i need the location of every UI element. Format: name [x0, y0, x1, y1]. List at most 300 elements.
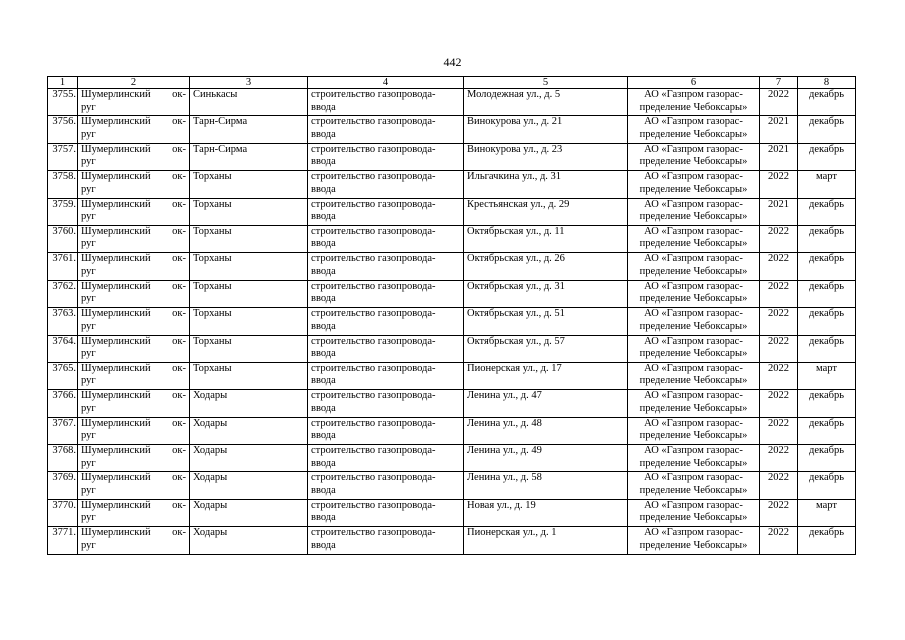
- settlement: Торханы: [193, 225, 232, 237]
- num: 3767.: [52, 417, 76, 429]
- okrug-w1: Шумерлинский: [81, 225, 151, 237]
- num: 3761.: [52, 253, 76, 265]
- num: 3756.: [52, 116, 76, 128]
- address-cell: [464, 280, 628, 307]
- year-cell: [760, 499, 798, 526]
- okrug-w1: Шумерлинский: [81, 143, 151, 155]
- work-l2: ввода: [311, 128, 336, 140]
- org-l2: пределение Чебоксары»: [639, 211, 748, 223]
- okrug-w2: ок-: [172, 499, 186, 511]
- work-l2: ввода: [311, 211, 336, 223]
- settlement-cell: [190, 225, 308, 252]
- org-l2: пределение Чебоксары»: [639, 539, 748, 551]
- organization-cell: [628, 89, 760, 116]
- row-number: [48, 362, 78, 389]
- year: 2022: [768, 417, 789, 429]
- okrug-l2: руг: [81, 293, 96, 305]
- num: 3766.: [52, 390, 76, 402]
- settlement: Торханы: [193, 171, 232, 183]
- organization-cell: [628, 472, 760, 499]
- okrug-w2: ок-: [172, 362, 186, 374]
- work-l1: строительство газопровода-: [311, 499, 436, 511]
- okrug-w2: ок-: [172, 253, 186, 265]
- settlement-cell: [190, 390, 308, 417]
- month: декабрь: [809, 335, 844, 347]
- month-cell: [798, 89, 856, 116]
- num: 3768.: [52, 445, 76, 457]
- org-l1: АО «Газпром газорас-: [644, 280, 743, 292]
- settlement-cell: [190, 445, 308, 472]
- month-cell: [798, 335, 856, 362]
- work-l1: строительство газопровода-: [311, 362, 436, 374]
- work-l1: строительство газопровода-: [311, 417, 436, 429]
- year: 2022: [768, 499, 789, 511]
- organization-cell: [628, 499, 760, 526]
- settlement-cell: [190, 253, 308, 280]
- month-cell: [798, 445, 856, 472]
- month: декабрь: [809, 417, 844, 429]
- okrug-w1: Шумерлинский: [81, 472, 151, 484]
- year: 2022: [768, 171, 789, 183]
- address-cell: [464, 417, 628, 444]
- address-cell: [464, 527, 628, 554]
- organization-cell: [628, 390, 760, 417]
- table-row: [48, 362, 856, 389]
- num: 3760.: [52, 225, 76, 237]
- year-cell: [760, 143, 798, 170]
- year: 2021: [768, 143, 789, 155]
- organization-cell: [628, 253, 760, 280]
- work-type-cell: [308, 198, 464, 225]
- okrug-w1: Шумерлинский: [81, 308, 151, 320]
- address: Октябрьская ул., д. 57: [467, 335, 565, 347]
- address-cell: [464, 308, 628, 335]
- org-l1: АО «Газпром газорас-: [644, 445, 743, 457]
- org-l1: АО «Газпром газорас-: [644, 390, 743, 402]
- address-cell: [464, 198, 628, 225]
- org-l2: пределение Чебоксары»: [639, 183, 748, 195]
- organization-cell: [628, 445, 760, 472]
- org-l2: пределение Чебоксары»: [639, 484, 748, 496]
- org-l2: пределение Чебоксары»: [639, 320, 748, 332]
- okrug-l2: руг: [81, 211, 96, 223]
- address: Ленина ул., д. 48: [467, 417, 542, 429]
- year-cell: [760, 198, 798, 225]
- settlement-cell: [190, 143, 308, 170]
- month: март: [816, 171, 837, 183]
- work-l1: строительство газопровода-: [311, 225, 436, 237]
- okrug-w2: ок-: [172, 116, 186, 128]
- settlement: Торханы: [193, 362, 232, 374]
- month-cell: [798, 198, 856, 225]
- work-type-cell: [308, 362, 464, 389]
- row-number: [48, 445, 78, 472]
- okrug-w1: Шумерлинский: [81, 116, 151, 128]
- table-row: [48, 308, 856, 335]
- table-row: [48, 499, 856, 526]
- okrug-w1: Шумерлинский: [81, 499, 151, 511]
- column-header: 3: [190, 77, 308, 89]
- month: декабрь: [809, 253, 844, 265]
- year-cell: [760, 335, 798, 362]
- address-cell: [464, 253, 628, 280]
- work-type-cell: [308, 225, 464, 252]
- settlement-cell: [190, 89, 308, 116]
- okrug-w2: ок-: [172, 445, 186, 457]
- org-l1: АО «Газпром газорас-: [644, 198, 743, 210]
- row-number: [48, 280, 78, 307]
- okrug-cell: [78, 499, 190, 526]
- work-type-cell: [308, 445, 464, 472]
- organization-cell: [628, 417, 760, 444]
- month: декабрь: [809, 308, 844, 320]
- settlement-cell: [190, 171, 308, 198]
- okrug-w2: ок-: [172, 335, 186, 347]
- okrug-cell: [78, 362, 190, 389]
- organization-cell: [628, 143, 760, 170]
- organization-cell: [628, 362, 760, 389]
- okrug-w2: ок-: [172, 143, 186, 155]
- settlement: Тарн-Сирма: [193, 143, 248, 155]
- okrug-l2: руг: [81, 320, 96, 332]
- address: Винокурова ул., д. 23: [467, 143, 563, 155]
- work-type-cell: [308, 390, 464, 417]
- organization-cell: [628, 335, 760, 362]
- table-row: [48, 116, 856, 143]
- address: Ленина ул., д. 58: [467, 472, 542, 484]
- column-header: 4: [308, 77, 464, 89]
- org-l2: пределение Чебоксары»: [639, 156, 748, 168]
- settlement: Ходары: [193, 445, 228, 457]
- num: 3763.: [52, 308, 76, 320]
- address-cell: [464, 171, 628, 198]
- year-cell: [760, 527, 798, 554]
- work-type-cell: [308, 89, 464, 116]
- okrug-w2: ок-: [172, 527, 186, 539]
- month: декабрь: [809, 280, 844, 292]
- work-l2: ввода: [311, 402, 336, 414]
- okrug-l2: руг: [81, 183, 96, 195]
- org-l1: АО «Газпром газорас-: [644, 499, 743, 511]
- work-l2: ввода: [311, 375, 336, 387]
- okrug-w1: Шумерлинский: [81, 417, 151, 429]
- okrug-cell: [78, 171, 190, 198]
- address: Октябрьская ул., д. 51: [467, 308, 565, 320]
- address: Пионерская ул., д. 1: [467, 527, 557, 539]
- work-l2: ввода: [311, 348, 336, 360]
- address: Винокурова ул., д. 21: [467, 116, 563, 128]
- settlement: Ходары: [193, 499, 228, 511]
- org-l1: АО «Газпром газорас-: [644, 527, 743, 539]
- year: 2022: [768, 362, 789, 374]
- org-l1: АО «Газпром газорас-: [644, 335, 743, 347]
- org-l2: пределение Чебоксары»: [639, 457, 748, 469]
- address-cell: [464, 143, 628, 170]
- num: 3771.: [52, 527, 76, 539]
- okrug-l2: руг: [81, 375, 96, 387]
- year-cell: [760, 472, 798, 499]
- okrug-l2: руг: [81, 402, 96, 414]
- month: март: [816, 499, 837, 511]
- month-cell: [798, 253, 856, 280]
- org-l2: пределение Чебоксары»: [639, 101, 748, 113]
- org-l1: АО «Газпром газорас-: [644, 171, 743, 183]
- row-number: [48, 198, 78, 225]
- year: 2022: [768, 390, 789, 402]
- row-number: [48, 417, 78, 444]
- month: декабрь: [809, 445, 844, 457]
- column-header: 5: [464, 77, 628, 89]
- table-row: [48, 335, 856, 362]
- work-l1: строительство газопровода-: [311, 280, 436, 292]
- month-cell: [798, 143, 856, 170]
- org-l2: пределение Чебоксары»: [639, 430, 748, 442]
- settlement-cell: [190, 280, 308, 307]
- okrug-w1: Шумерлинский: [81, 171, 151, 183]
- okrug-cell: [78, 89, 190, 116]
- address: Новая ул., д. 19: [467, 499, 536, 511]
- work-type-cell: [308, 335, 464, 362]
- month: март: [816, 362, 837, 374]
- table-row: [48, 89, 856, 116]
- settlement: Тарн-Сирма: [193, 116, 248, 128]
- org-l2: пределение Чебоксары»: [639, 293, 748, 305]
- year-cell: [760, 280, 798, 307]
- address: Пионерская ул., д. 17: [467, 362, 562, 374]
- month-cell: [798, 308, 856, 335]
- year: 2021: [768, 198, 789, 210]
- settlement: Торханы: [193, 308, 232, 320]
- work-type-cell: [308, 171, 464, 198]
- row-number: [48, 335, 78, 362]
- org-l2: пределение Чебоксары»: [639, 402, 748, 414]
- okrug-l2: руг: [81, 128, 96, 140]
- address-cell: [464, 335, 628, 362]
- month: декабрь: [809, 116, 844, 128]
- table-row: [48, 390, 856, 417]
- table-row: [48, 280, 856, 307]
- address: Ильгачкина ул., д. 31: [467, 171, 562, 183]
- okrug-l2: руг: [81, 457, 96, 469]
- row-number: [48, 143, 78, 170]
- okrug-w2: ок-: [172, 472, 186, 484]
- address-cell: [464, 390, 628, 417]
- month-cell: [798, 171, 856, 198]
- registry-table: [47, 76, 856, 555]
- okrug-w1: Шумерлинский: [81, 335, 151, 347]
- settlement: Синькасы: [193, 89, 238, 100]
- table-row: [48, 225, 856, 252]
- header-row: [48, 77, 856, 89]
- okrug-cell: [78, 225, 190, 252]
- year: 2022: [768, 89, 789, 100]
- settlement-cell: [190, 308, 308, 335]
- okrug-w2: ок-: [172, 225, 186, 237]
- month: декабрь: [809, 390, 844, 402]
- work-type-cell: [308, 308, 464, 335]
- organization-cell: [628, 116, 760, 143]
- okrug-w1: Шумерлинский: [81, 253, 151, 265]
- year: 2022: [768, 472, 789, 484]
- settlement-cell: [190, 527, 308, 554]
- settlement-cell: [190, 472, 308, 499]
- column-header: 7: [760, 77, 798, 89]
- column-header: 8: [798, 77, 856, 89]
- year-cell: [760, 417, 798, 444]
- table-row: [48, 445, 856, 472]
- work-l1: строительство газопровода-: [311, 472, 436, 484]
- address-cell: [464, 362, 628, 389]
- settlement: Торханы: [193, 335, 232, 347]
- settlement: Торханы: [193, 280, 232, 292]
- row-number: [48, 253, 78, 280]
- organization-cell: [628, 171, 760, 198]
- work-type-cell: [308, 116, 464, 143]
- column-header: 6: [628, 77, 760, 89]
- okrug-l2: руг: [81, 265, 96, 277]
- work-l2: ввода: [311, 457, 336, 469]
- work-l2: ввода: [311, 238, 336, 250]
- row-number: [48, 116, 78, 143]
- row-number: [48, 390, 78, 417]
- table-row: [48, 171, 856, 198]
- settlement-cell: [190, 335, 308, 362]
- address: Молодежная ул., д. 5: [467, 89, 561, 100]
- address-cell: [464, 499, 628, 526]
- work-l2: ввода: [311, 183, 336, 195]
- okrug-l2: руг: [81, 101, 96, 113]
- month-cell: [798, 499, 856, 526]
- year: 2022: [768, 445, 789, 457]
- year-cell: [760, 171, 798, 198]
- okrug-cell: [78, 143, 190, 170]
- page-number: 442: [443, 55, 462, 69]
- month-cell: [798, 225, 856, 252]
- month: декабрь: [809, 527, 844, 539]
- year-cell: [760, 362, 798, 389]
- okrug-l2: руг: [81, 430, 96, 442]
- address-cell: [464, 225, 628, 252]
- month-cell: [798, 116, 856, 143]
- num: 3770.: [52, 499, 76, 511]
- settlement: Торханы: [193, 198, 232, 210]
- work-l1: строительство газопровода-: [311, 527, 436, 539]
- num: 3765.: [52, 362, 76, 374]
- work-l2: ввода: [311, 156, 336, 168]
- year-cell: [760, 390, 798, 417]
- okrug-cell: [78, 280, 190, 307]
- address-cell: [464, 116, 628, 143]
- org-l1: АО «Газпром газорас-: [644, 362, 743, 374]
- org-l1: АО «Газпром газорас-: [644, 116, 743, 128]
- okrug-cell: [78, 472, 190, 499]
- organization-cell: [628, 280, 760, 307]
- column-header: 1: [48, 77, 78, 89]
- okrug-cell: [78, 445, 190, 472]
- settlement-cell: [190, 499, 308, 526]
- num: 3764.: [52, 335, 76, 347]
- org-l1: АО «Газпром газорас-: [644, 225, 743, 237]
- work-type-cell: [308, 499, 464, 526]
- okrug-cell: [78, 527, 190, 554]
- work-l2: ввода: [311, 484, 336, 496]
- org-l2: пределение Чебоксары»: [639, 238, 748, 250]
- address: Октябрьская ул., д. 26: [467, 253, 565, 265]
- okrug-l2: руг: [81, 512, 96, 524]
- okrug-cell: [78, 116, 190, 143]
- address-cell: [464, 472, 628, 499]
- num: 3758.: [52, 171, 76, 183]
- table-body: [48, 89, 856, 555]
- okrug-w2: ок-: [172, 308, 186, 320]
- settlement-cell: [190, 362, 308, 389]
- work-type-cell: [308, 143, 464, 170]
- okrug-cell: [78, 390, 190, 417]
- work-type-cell: [308, 417, 464, 444]
- table-row: [48, 143, 856, 170]
- okrug-cell: [78, 198, 190, 225]
- month: декабрь: [809, 472, 844, 484]
- row-number: [48, 472, 78, 499]
- work-l1: строительство газопровода-: [311, 89, 436, 100]
- year-cell: [760, 308, 798, 335]
- settlement: Ходары: [193, 390, 228, 402]
- organization-cell: [628, 225, 760, 252]
- work-l2: ввода: [311, 512, 336, 524]
- work-type-cell: [308, 280, 464, 307]
- month: декабрь: [809, 89, 844, 100]
- month-cell: [798, 527, 856, 554]
- okrug-w2: ок-: [172, 280, 186, 292]
- work-l2: ввода: [311, 265, 336, 277]
- okrug-w1: Шумерлинский: [81, 390, 151, 402]
- year-cell: [760, 89, 798, 116]
- okrug-w1: Шумерлинский: [81, 89, 151, 100]
- settlement: Ходары: [193, 472, 228, 484]
- settlement: Ходары: [193, 527, 228, 539]
- row-number: [48, 225, 78, 252]
- work-l1: строительство газопровода-: [311, 390, 436, 402]
- year-cell: [760, 445, 798, 472]
- month: декабрь: [809, 225, 844, 237]
- row-number: [48, 171, 78, 198]
- num: 3769.: [52, 472, 76, 484]
- okrug-l2: руг: [81, 484, 96, 496]
- year: 2021: [768, 116, 789, 128]
- table-row: [48, 417, 856, 444]
- row-number: [48, 89, 78, 116]
- okrug-w2: ок-: [172, 417, 186, 429]
- organization-cell: [628, 527, 760, 554]
- work-l2: ввода: [311, 320, 336, 332]
- year-cell: [760, 253, 798, 280]
- settlement-cell: [190, 198, 308, 225]
- row-number: [48, 499, 78, 526]
- month-cell: [798, 280, 856, 307]
- org-l2: пределение Чебоксары»: [639, 128, 748, 140]
- table-row: [48, 253, 856, 280]
- work-l1: строительство газопровода-: [311, 143, 436, 155]
- okrug-cell: [78, 335, 190, 362]
- address: Ленина ул., д. 47: [467, 390, 542, 402]
- work-l1: строительство газопровода-: [311, 171, 436, 183]
- okrug-l2: руг: [81, 348, 96, 360]
- table-row: [48, 198, 856, 225]
- org-l1: АО «Газпром газорас-: [644, 253, 743, 265]
- okrug-w1: Шумерлинский: [81, 280, 151, 292]
- okrug-w1: Шумерлинский: [81, 527, 151, 539]
- okrug-cell: [78, 308, 190, 335]
